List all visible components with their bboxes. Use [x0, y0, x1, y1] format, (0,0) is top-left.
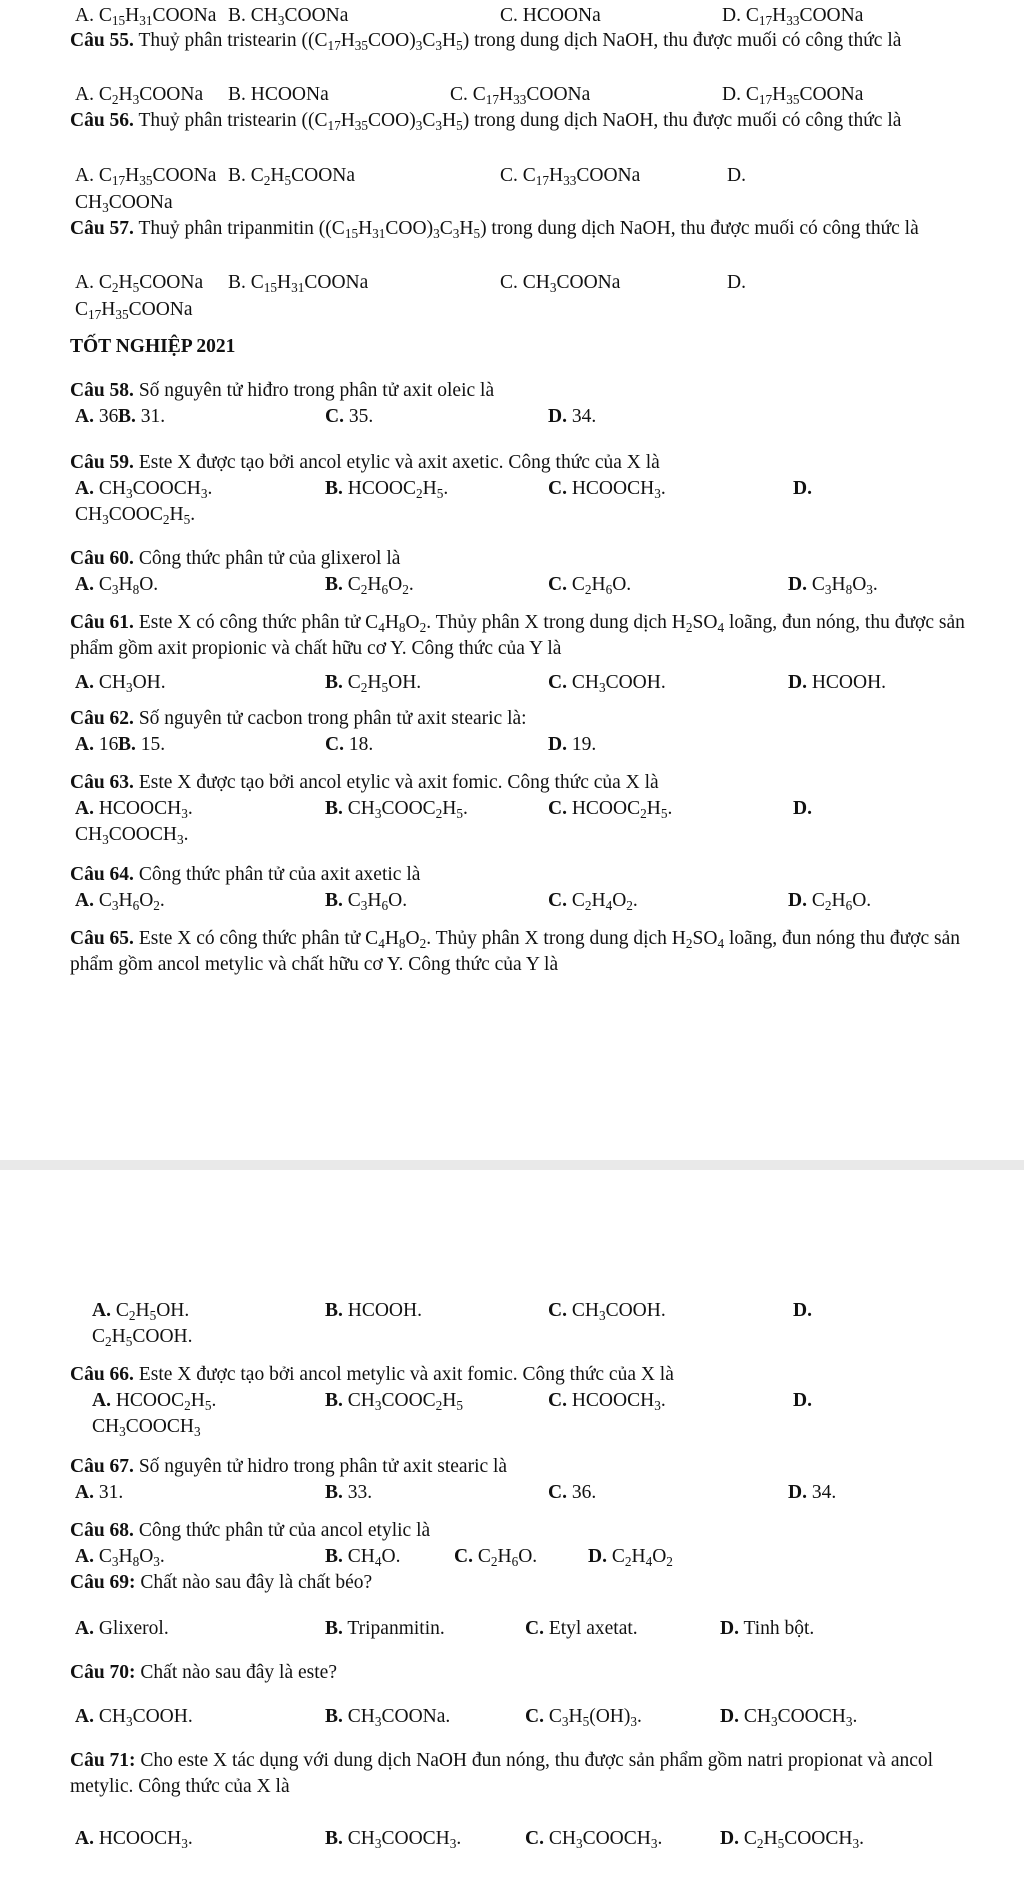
option-d[interactable]: [720, 1704, 857, 1730]
option-b[interactable]: [118, 404, 165, 430]
option-value: $CH_3COOH$.: [566, 672, 666, 695]
option-d-value[interactable]: $CH_3COONa$: [75, 192, 173, 215]
question-number: Câu 68.: [70, 1520, 134, 1541]
option-letter: A.: [75, 1482, 94, 1503]
option-d-letter[interactable]: [793, 476, 812, 502]
question-q59: [70, 450, 960, 476]
question-q63: [70, 770, 960, 796]
option-c[interactable]: [548, 796, 672, 822]
option-letter: D.: [788, 672, 807, 693]
option-letter: C.: [525, 1618, 544, 1639]
options-q63: [70, 796, 960, 822]
option-value: $C_2H_6O_2$.: [342, 574, 414, 597]
option-value: 16.: [93, 734, 124, 755]
option-a[interactable]: [92, 1298, 189, 1324]
option-a[interactable]: [75, 670, 166, 696]
option-letter: A.: [75, 1618, 94, 1639]
option-value: Glixerol.: [93, 1618, 169, 1639]
options-q71: [70, 1826, 960, 1852]
question-number: Câu 67.: [70, 1456, 134, 1477]
options-q55: [70, 82, 960, 108]
option-letter: A.: [92, 1390, 111, 1411]
option-letter: D.: [793, 478, 812, 499]
option-value: $C_{17}H_{35}COONa$: [93, 165, 217, 188]
question-number: Câu 65.: [70, 928, 134, 949]
option-value: $CH_3COOCH_3$.: [543, 1828, 663, 1851]
option-letter: B.: [325, 1546, 343, 1567]
option-d[interactable]: [720, 1616, 814, 1642]
option-letter: C.: [450, 84, 468, 105]
option-value: $HCOOCH_3$.: [566, 478, 666, 501]
option-value: 33.: [342, 1482, 373, 1503]
option-value: Etyl axetat.: [543, 1618, 638, 1639]
option-b[interactable]: [325, 1616, 445, 1642]
option-letter: C.: [548, 1482, 567, 1503]
option-a[interactable]: [75, 82, 203, 108]
question-text: Este X có công thức phân tử $C_4H_8O_2$. Thủy phân X trong dung dịch $H_2SO_4$ loãng, đun nóng, thu được sản phẩm gồm axit propionic và chất hữu cơ Y. Công thức của Y là: [70, 612, 965, 659]
option-c[interactable]: [548, 670, 666, 696]
option-c[interactable]: [500, 3, 601, 29]
options-q61: [70, 670, 960, 696]
option-d[interactable]: [588, 1544, 673, 1570]
option-letter: A.: [75, 1706, 94, 1727]
option-value: 36.: [566, 1482, 597, 1503]
option-a[interactable]: [75, 163, 216, 189]
option-letter: D.: [720, 1618, 739, 1639]
options-q54: [70, 3, 960, 29]
option-a[interactable]: [75, 732, 123, 758]
option-b[interactable]: [228, 163, 355, 189]
options-q66: [70, 1388, 960, 1414]
question-q55: [70, 28, 970, 54]
option-value: Tinh bột.: [738, 1618, 815, 1639]
option-d-value[interactable]: $CH_3COOCH_3$: [92, 1416, 201, 1439]
option-c[interactable]: [525, 1826, 662, 1852]
option-value: $CH_3COOC_2H_5$: [342, 1390, 464, 1413]
option-b[interactable]: [325, 572, 414, 598]
option-letter: C.: [548, 890, 567, 911]
option-letter: A.: [75, 272, 94, 293]
option-a[interactable]: [92, 1388, 216, 1414]
option-letter: C.: [500, 165, 518, 186]
question-number: Câu 70:: [70, 1662, 136, 1683]
question-q56: [70, 108, 970, 134]
options-q70: [70, 1704, 960, 1730]
question-text: Cho este X tác dụng với dung dịch NaOH đun nóng, thu được sản phẩm gồm natri propionat và ancol metylic. Công thức của X là: [70, 1750, 934, 1797]
option-letter: B.: [228, 165, 246, 186]
question-text: Este X được tạo bởi ancol etylic và axit fomic. Công thức của X là: [133, 772, 659, 793]
question-number: Câu 62.: [70, 708, 134, 729]
option-value: $C_3H_6O$.: [342, 890, 408, 913]
option-letter: A.: [75, 5, 94, 26]
option-value: $C_{15}H_{31}COONa$: [245, 272, 369, 295]
option-value: $C_2H_5COONa$: [93, 272, 204, 295]
option-c[interactable]: [454, 1544, 537, 1570]
option-c[interactable]: [525, 1704, 642, 1730]
option-letter: C.: [548, 798, 567, 819]
option-letter: B.: [325, 1390, 343, 1411]
option-letter: C.: [548, 478, 567, 499]
option-a[interactable]: [75, 1826, 193, 1852]
option-letter: B.: [228, 5, 246, 26]
option-value: $C_2H_6O$.: [806, 890, 872, 913]
option-d-letter[interactable]: [793, 796, 812, 822]
option-value: $C_2H_5COONa$: [245, 165, 356, 188]
option-letter: A.: [75, 734, 94, 755]
options-q69: [70, 1616, 960, 1642]
option-letter: C.: [454, 1546, 473, 1567]
question-number: Câu 58.: [70, 380, 134, 401]
option-value: 36.: [93, 406, 124, 427]
option-d-value[interactable]: $C_2H_5COOH$.: [92, 1326, 193, 1349]
question-number: Câu 57.: [70, 218, 134, 239]
option-letter: D.: [720, 1828, 739, 1849]
option-letter: D.: [548, 734, 567, 755]
option-value: $C_2H_4O_2$.: [566, 890, 638, 913]
option-c[interactable]: [548, 888, 638, 914]
option-b[interactable]: [325, 1704, 450, 1730]
question-q71: [70, 1748, 965, 1800]
option-letter: C.: [500, 5, 518, 26]
option-value: $CH_3COOH$.: [566, 1300, 666, 1323]
question-text: Số nguyên tử cacbon trong phân tử axit stearic là:: [133, 708, 527, 729]
question-number: Câu 64.: [70, 864, 134, 885]
option-value: $C_2H_6O$.: [472, 1546, 538, 1569]
option-value: 18.: [343, 734, 374, 755]
question-q65: [70, 926, 965, 978]
question-text: Chất nào sau đây là este?: [135, 1662, 337, 1683]
option-d-value[interactable]: $CH_3COOC_2H_5$.: [75, 504, 196, 527]
option-value: $C_3H_8O$.: [93, 574, 159, 597]
question-q64: [70, 862, 960, 888]
option-value: $C_{17}H_{33}COONa$: [740, 5, 864, 28]
option-b[interactable]: [325, 1298, 422, 1324]
question-number: Câu 71:: [70, 1750, 136, 1771]
option-c[interactable]: [548, 572, 631, 598]
option-value: $HCOOC_2H_5$.: [110, 1390, 217, 1413]
option-c[interactable]: [548, 1388, 666, 1414]
option-b[interactable]: [325, 670, 421, 696]
question-number: Câu 55.: [70, 30, 134, 51]
option-letter: C.: [525, 1706, 544, 1727]
option-value: $CH_3COOH$.: [93, 1706, 193, 1729]
option-letter: B.: [228, 272, 246, 293]
option-d[interactable]: [720, 1826, 864, 1852]
question-q62: [70, 706, 960, 732]
option-d[interactable]: [788, 670, 886, 696]
option-letter: A.: [75, 1828, 94, 1849]
options-q58: [70, 404, 960, 430]
option-letter: D.: [727, 272, 746, 293]
option-value: $C_3H_6O_2$.: [93, 890, 165, 913]
option-a[interactable]: [75, 404, 123, 430]
option-a[interactable]: [75, 796, 193, 822]
option-a[interactable]: [75, 1616, 169, 1642]
options-q67: [70, 1480, 960, 1506]
option-c[interactable]: [525, 1616, 638, 1642]
option-d-value[interactable]: $C_{17}H_{35}COONa$: [75, 299, 193, 322]
option-d[interactable]: [788, 888, 871, 914]
option-value: $C_{17}H_{33}COONa$: [467, 84, 591, 107]
option-d[interactable]: [548, 732, 596, 758]
option-letter: D.: [793, 1390, 812, 1411]
option-letter: D.: [793, 798, 812, 819]
option-value: $CH_3COOC_2H_5$.: [342, 798, 468, 821]
option-letter: D.: [788, 890, 807, 911]
option-value: 31.: [93, 1482, 124, 1503]
option-value: $CH_3COOCH_3$.: [738, 1706, 858, 1729]
option-letter: B.: [118, 734, 136, 755]
option-c[interactable]: [325, 404, 373, 430]
option-letter: D.: [720, 1706, 739, 1727]
option-letter: B.: [325, 798, 343, 819]
option-value: $C_3H_5(OH)_3$.: [543, 1706, 642, 1729]
option-letter: B.: [325, 1300, 343, 1321]
option-a[interactable]: [75, 1480, 123, 1506]
option-value: $HCOOCH_3$.: [93, 798, 193, 821]
option-value: $C_2H_3COONa$: [93, 84, 204, 107]
option-letter: C.: [325, 406, 344, 427]
question-text: Công thức phân tử của ancol etylic là: [133, 1520, 431, 1541]
option-b[interactable]: [325, 1544, 400, 1570]
option-letter: D.: [788, 1482, 807, 1503]
option-d[interactable]: [722, 3, 863, 29]
question-text: Este X được tạo bởi ancol metylic và axit fomic. Công thức của X là: [133, 1364, 674, 1385]
question-text: Este X được tạo bởi ancol etylic và axit axetic. Công thức của X là: [133, 452, 660, 473]
option-value: $CH_3COOCH_3$.: [93, 478, 213, 501]
option-value: HCOOH.: [806, 672, 887, 693]
question-text: Công thức phân tử của axit axetic là: [133, 864, 421, 885]
option-letter: B.: [325, 890, 343, 911]
option-value: Tripanmitin.: [342, 1618, 445, 1639]
option-value: 35.: [343, 406, 374, 427]
option-value: $HCOOC_2H_5$.: [566, 798, 673, 821]
question-text: Este X có công thức phân tử $C_4H_8O_2$. Thủy phân X trong dung dịch $H_2SO_4$ loãng, đun nóng thu được sản phẩm gồm ancol metylic và chất hữu cơ Y. Công thức của Y là: [70, 928, 960, 975]
option-b[interactable]: [118, 732, 165, 758]
option-b[interactable]: [325, 888, 407, 914]
question-q67: [70, 1454, 960, 1480]
options-q56: [70, 163, 960, 189]
option-letter: A.: [92, 1300, 111, 1321]
options-q68: [70, 1544, 960, 1570]
option-letter: D.: [722, 5, 741, 26]
option-letter: D.: [548, 406, 567, 427]
question-number: Câu 56.: [70, 110, 134, 131]
option-value: HCOONa: [517, 5, 601, 26]
option-a[interactable]: [75, 476, 212, 502]
option-c[interactable]: [500, 270, 620, 296]
options-q57: [70, 270, 960, 296]
question-q66: [70, 1362, 960, 1388]
option-letter: B.: [228, 84, 246, 105]
option-d[interactable]: [788, 1480, 836, 1506]
option-d-value[interactable]: $CH_3COOCH_3$.: [75, 824, 189, 847]
option-value: $C_2H_5OH$.: [110, 1300, 190, 1323]
option-letter: A.: [75, 672, 94, 693]
options-q62: [70, 732, 960, 758]
options-q60: [70, 572, 960, 598]
option-d[interactable]: [722, 82, 863, 108]
option-value: HCOONa: [245, 84, 329, 105]
section-title: TỐT NGHIỆP 2021: [70, 336, 236, 357]
option-value: $CH_3COONa$: [245, 5, 349, 28]
option-d[interactable]: [788, 572, 878, 598]
option-b[interactable]: [325, 476, 448, 502]
question-q58: [70, 378, 960, 404]
option-value: 34.: [806, 1482, 837, 1503]
option-letter: B.: [325, 1482, 343, 1503]
page-divider: [0, 1160, 1024, 1170]
option-value: $C_{15}H_{31}COONa$: [93, 5, 217, 28]
option-value: $C_2H_5COOCH_3$.: [738, 1828, 864, 1851]
option-letter: C.: [548, 672, 567, 693]
question-q70: [70, 1660, 960, 1686]
option-letter: B.: [325, 574, 343, 595]
option-value: 31.: [135, 406, 166, 427]
option-c[interactable]: [548, 1298, 666, 1324]
question-text: Thuỷ phân tristearin $((C_{17}H_{35}COO)_3C_3H_5)$ trong dung dịch NaOH, thu được muối có công thức là: [133, 30, 902, 53]
option-letter: B.: [118, 406, 136, 427]
options-q65b: [70, 1298, 960, 1324]
options-q64: [70, 888, 960, 914]
option-d[interactable]: [548, 404, 596, 430]
option-a[interactable]: [75, 1704, 193, 1730]
option-c[interactable]: [325, 732, 373, 758]
option-c[interactable]: [500, 163, 640, 189]
option-d-letter[interactable]: [727, 163, 746, 189]
option-value: $C_3H_8O_3$.: [806, 574, 878, 597]
option-d-letter[interactable]: [793, 1298, 812, 1324]
option-value: $CH_3COOCH_3$.: [342, 1828, 462, 1851]
option-value: 34.: [566, 406, 597, 427]
option-letter: A.: [75, 406, 94, 427]
option-value: 15.: [135, 734, 166, 755]
option-b[interactable]: [325, 1826, 461, 1852]
option-letter: C.: [500, 272, 518, 293]
option-b[interactable]: [228, 82, 329, 108]
question-text: Thuỷ phân tripanmitin $((C_{15}H_{31}COO)_3C_3H_5)$ trong dung dịch NaOH, thu được muối có công thức là: [133, 218, 919, 241]
option-value: $C_2H_6O$.: [566, 574, 632, 597]
option-value: $C_{17}H_{33}COONa$: [517, 165, 641, 188]
option-c[interactable]: [548, 1480, 596, 1506]
question-text: Công thức phân tử của glixerol là: [133, 548, 401, 569]
question-number: Câu 61.: [70, 612, 134, 633]
question-number: Câu 60.: [70, 548, 134, 569]
question-text: Chất nào sau đây là chất béo?: [135, 1572, 373, 1593]
option-value: $HCOOC_2H_5$.: [342, 478, 449, 501]
option-letter: A.: [75, 1546, 94, 1567]
option-a[interactable]: [75, 270, 203, 296]
question-number: Câu 69:: [70, 1572, 136, 1593]
option-letter: C.: [325, 734, 344, 755]
option-value: $C_2H_5OH$.: [342, 672, 422, 695]
option-letter: C.: [548, 1390, 567, 1411]
option-b[interactable]: [325, 1480, 372, 1506]
option-a[interactable]: [75, 888, 165, 914]
option-letter: A.: [75, 165, 94, 186]
option-letter: C.: [548, 574, 567, 595]
option-c[interactable]: [450, 82, 590, 108]
option-d-letter[interactable]: [727, 270, 746, 296]
option-letter: B.: [325, 1828, 343, 1849]
option-letter: D.: [788, 574, 807, 595]
option-letter: B.: [325, 672, 343, 693]
option-value: 19.: [566, 734, 597, 755]
option-b[interactable]: [325, 1388, 463, 1414]
option-a[interactable]: [75, 1544, 165, 1570]
option-letter: D.: [793, 1300, 812, 1321]
question-text: Số nguyên tử hiđro trong phân tử axit oleic là: [133, 380, 495, 401]
option-letter: D.: [727, 165, 746, 186]
option-value: $CH_3COONa$: [517, 272, 621, 295]
question-q61: [70, 610, 965, 662]
option-letter: A.: [75, 890, 94, 911]
option-value: $CH_3COONa$.: [342, 1706, 451, 1729]
question-number: Câu 66.: [70, 1364, 134, 1385]
option-value: $C_{17}H_{35}COONa$: [740, 84, 864, 107]
option-value: HCOOH.: [342, 1300, 422, 1321]
question-q68: [70, 1518, 960, 1544]
question-q60: [70, 546, 960, 572]
option-d-letter[interactable]: [793, 1388, 812, 1414]
option-letter: A.: [75, 84, 94, 105]
option-b[interactable]: [228, 3, 348, 29]
option-a[interactable]: [75, 572, 158, 598]
option-letter: A.: [75, 798, 94, 819]
option-letter: D.: [588, 1546, 607, 1567]
option-letter: A.: [75, 574, 94, 595]
question-q57: [70, 216, 970, 242]
question-text: Số nguyên tử hidro trong phân tử axit stearic là: [133, 1456, 508, 1477]
question-text: Thuỷ phân tristearin $((C_{17}H_{35}COO)_3C_3H_5)$ trong dung dịch NaOH, thu được muối có công thức là: [133, 110, 902, 133]
option-value: $HCOOCH_3$.: [566, 1390, 666, 1413]
option-b[interactable]: [228, 270, 368, 296]
option-letter: B.: [325, 1706, 343, 1727]
option-value: $CH_4O$.: [342, 1546, 401, 1569]
option-letter: B.: [325, 1618, 343, 1639]
option-a[interactable]: [75, 3, 216, 29]
question-number: Câu 59.: [70, 452, 134, 473]
option-value: $C_2H_4O_2$: [606, 1546, 673, 1569]
option-letter: C.: [548, 1300, 567, 1321]
option-c[interactable]: [548, 476, 666, 502]
options-q59: [70, 476, 960, 502]
option-value: $HCOOCH_3$.: [93, 1828, 193, 1851]
question-number: Câu 63.: [70, 772, 134, 793]
option-value: $CH_3OH$.: [93, 672, 166, 695]
option-letter: A.: [75, 478, 94, 499]
option-b[interactable]: [325, 796, 468, 822]
option-letter: D.: [722, 84, 741, 105]
option-letter: B.: [325, 478, 343, 499]
option-value: $C_3H_8O_3$.: [93, 1546, 165, 1569]
question-q69: [70, 1570, 960, 1596]
option-letter: C.: [525, 1828, 544, 1849]
